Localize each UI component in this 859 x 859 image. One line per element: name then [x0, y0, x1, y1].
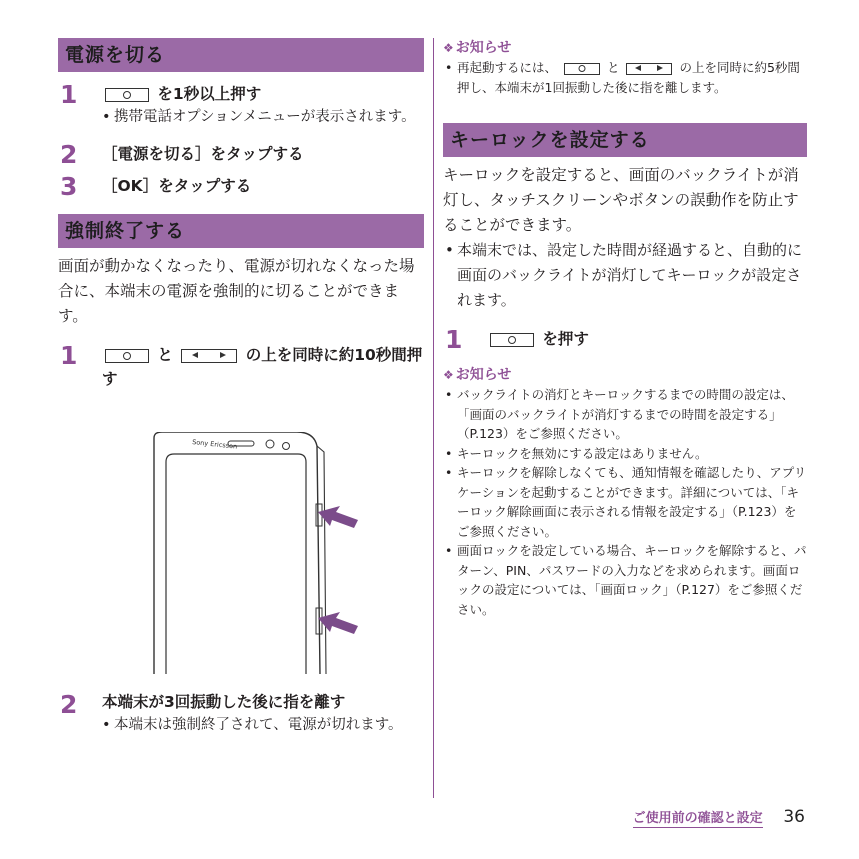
- force-quit-intro: 画面が動かなくなったり、電源が切れなくなった場合に、本端末の電源を強制的に切ることができます。: [58, 257, 415, 325]
- step-power-off-2: [58, 140, 424, 169]
- section-heading-force-quit: 強制終了する: [58, 214, 424, 248]
- volume-key-icon: [626, 63, 672, 75]
- step-number: 2: [60, 690, 78, 719]
- phone-brand-label: Sony Ericsson: [191, 438, 238, 451]
- page-number: 36: [783, 807, 805, 827]
- step-number: 3: [60, 172, 78, 201]
- diamond-icon: ❖: [443, 41, 454, 55]
- step-title: の上を同時に約10秒間押す: [102, 346, 423, 388]
- step-number: 2: [60, 140, 78, 169]
- section-heading-power-off: 電源を切る: [58, 38, 424, 72]
- notice-note: • 再起動するには、 と の上を同時に約5秒間押し、本端末が1回振動した後に指を離します。: [443, 58, 807, 97]
- section-heading-keylock: キーロックを設定する: [443, 123, 807, 157]
- step-title: を押す: [542, 330, 589, 348]
- step-title: 本端末が3回振動した後に指を離す: [102, 693, 346, 711]
- column-divider: [433, 38, 434, 798]
- notice-note: • キーロックを解除しなくても、通知情報を確認したり、アプリケーションを起動することができます。詳細については、「キーロック解除画面に表示される情報を設定する」（P.123）をご参照ください。: [443, 463, 807, 541]
- notice-heading: ❖ お知らせ: [443, 40, 512, 56]
- step-title: ［OK］をタップする: [102, 177, 252, 195]
- step-note: • 携帯電話オプションメニューが表示されます。: [100, 106, 424, 128]
- power-key-icon: [105, 349, 149, 363]
- diamond-icon: ❖: [443, 368, 454, 382]
- power-key-icon: [105, 88, 149, 102]
- keylock-intro: キーロックを設定すると、画面のバックライトが消灯し、タッチスクリーンやボタンの誤動作を防止することができます。: [443, 166, 799, 234]
- step-note: • 本端末は強制終了されて、電源が切れます。: [100, 714, 424, 736]
- notice-note: • バックライトの消灯とキーロックするまでの時間の設定は、「画面のバックライトが消灯するまでの時間を設定する」（P.123）をご参照ください。: [443, 385, 807, 444]
- step-number: 1: [60, 80, 78, 109]
- step-force-quit-2: [58, 690, 424, 736]
- notice-note: • キーロックを無効にする設定はありません。: [443, 444, 807, 464]
- left-column: [58, 38, 424, 391]
- phone-side-illustration: [92, 432, 362, 674]
- step-power-off-3: [58, 172, 424, 201]
- page-footer: [633, 807, 805, 827]
- arrow-volume-key-icon: [318, 612, 358, 634]
- step-title: を1秒以上押す: [157, 85, 262, 103]
- chapter-title: ご使用前の確認と設定: [632, 811, 763, 826]
- power-key-icon: [564, 63, 600, 75]
- left-column-bottom: [58, 690, 424, 736]
- step-number: 1: [445, 325, 463, 354]
- notice-heading: ❖ お知らせ: [443, 367, 512, 383]
- step-number: 1: [60, 341, 78, 370]
- step-power-off-1: [58, 82, 424, 128]
- keylock-bullet: • 本端末では、設定した時間が経過すると、自動的に画面のバックライトが消灯してキーロックが設定されます。: [443, 238, 807, 313]
- volume-key-icon: [181, 349, 237, 363]
- power-key-icon: [490, 333, 534, 347]
- step-force-quit-1: [58, 343, 424, 391]
- step-keylock-1: [443, 325, 807, 354]
- step-title: ［電源を切る］をタップする: [102, 145, 304, 163]
- notice-note: • 画面ロックを設定している場合、キーロックを解除すると、パターン、PIN、パスワードの入力などを求められます。画面ロックの設定については、「画面ロック」（P.127）をご参照ください。: [443, 541, 807, 619]
- step-joiner: と: [157, 346, 173, 364]
- right-column: [443, 38, 807, 619]
